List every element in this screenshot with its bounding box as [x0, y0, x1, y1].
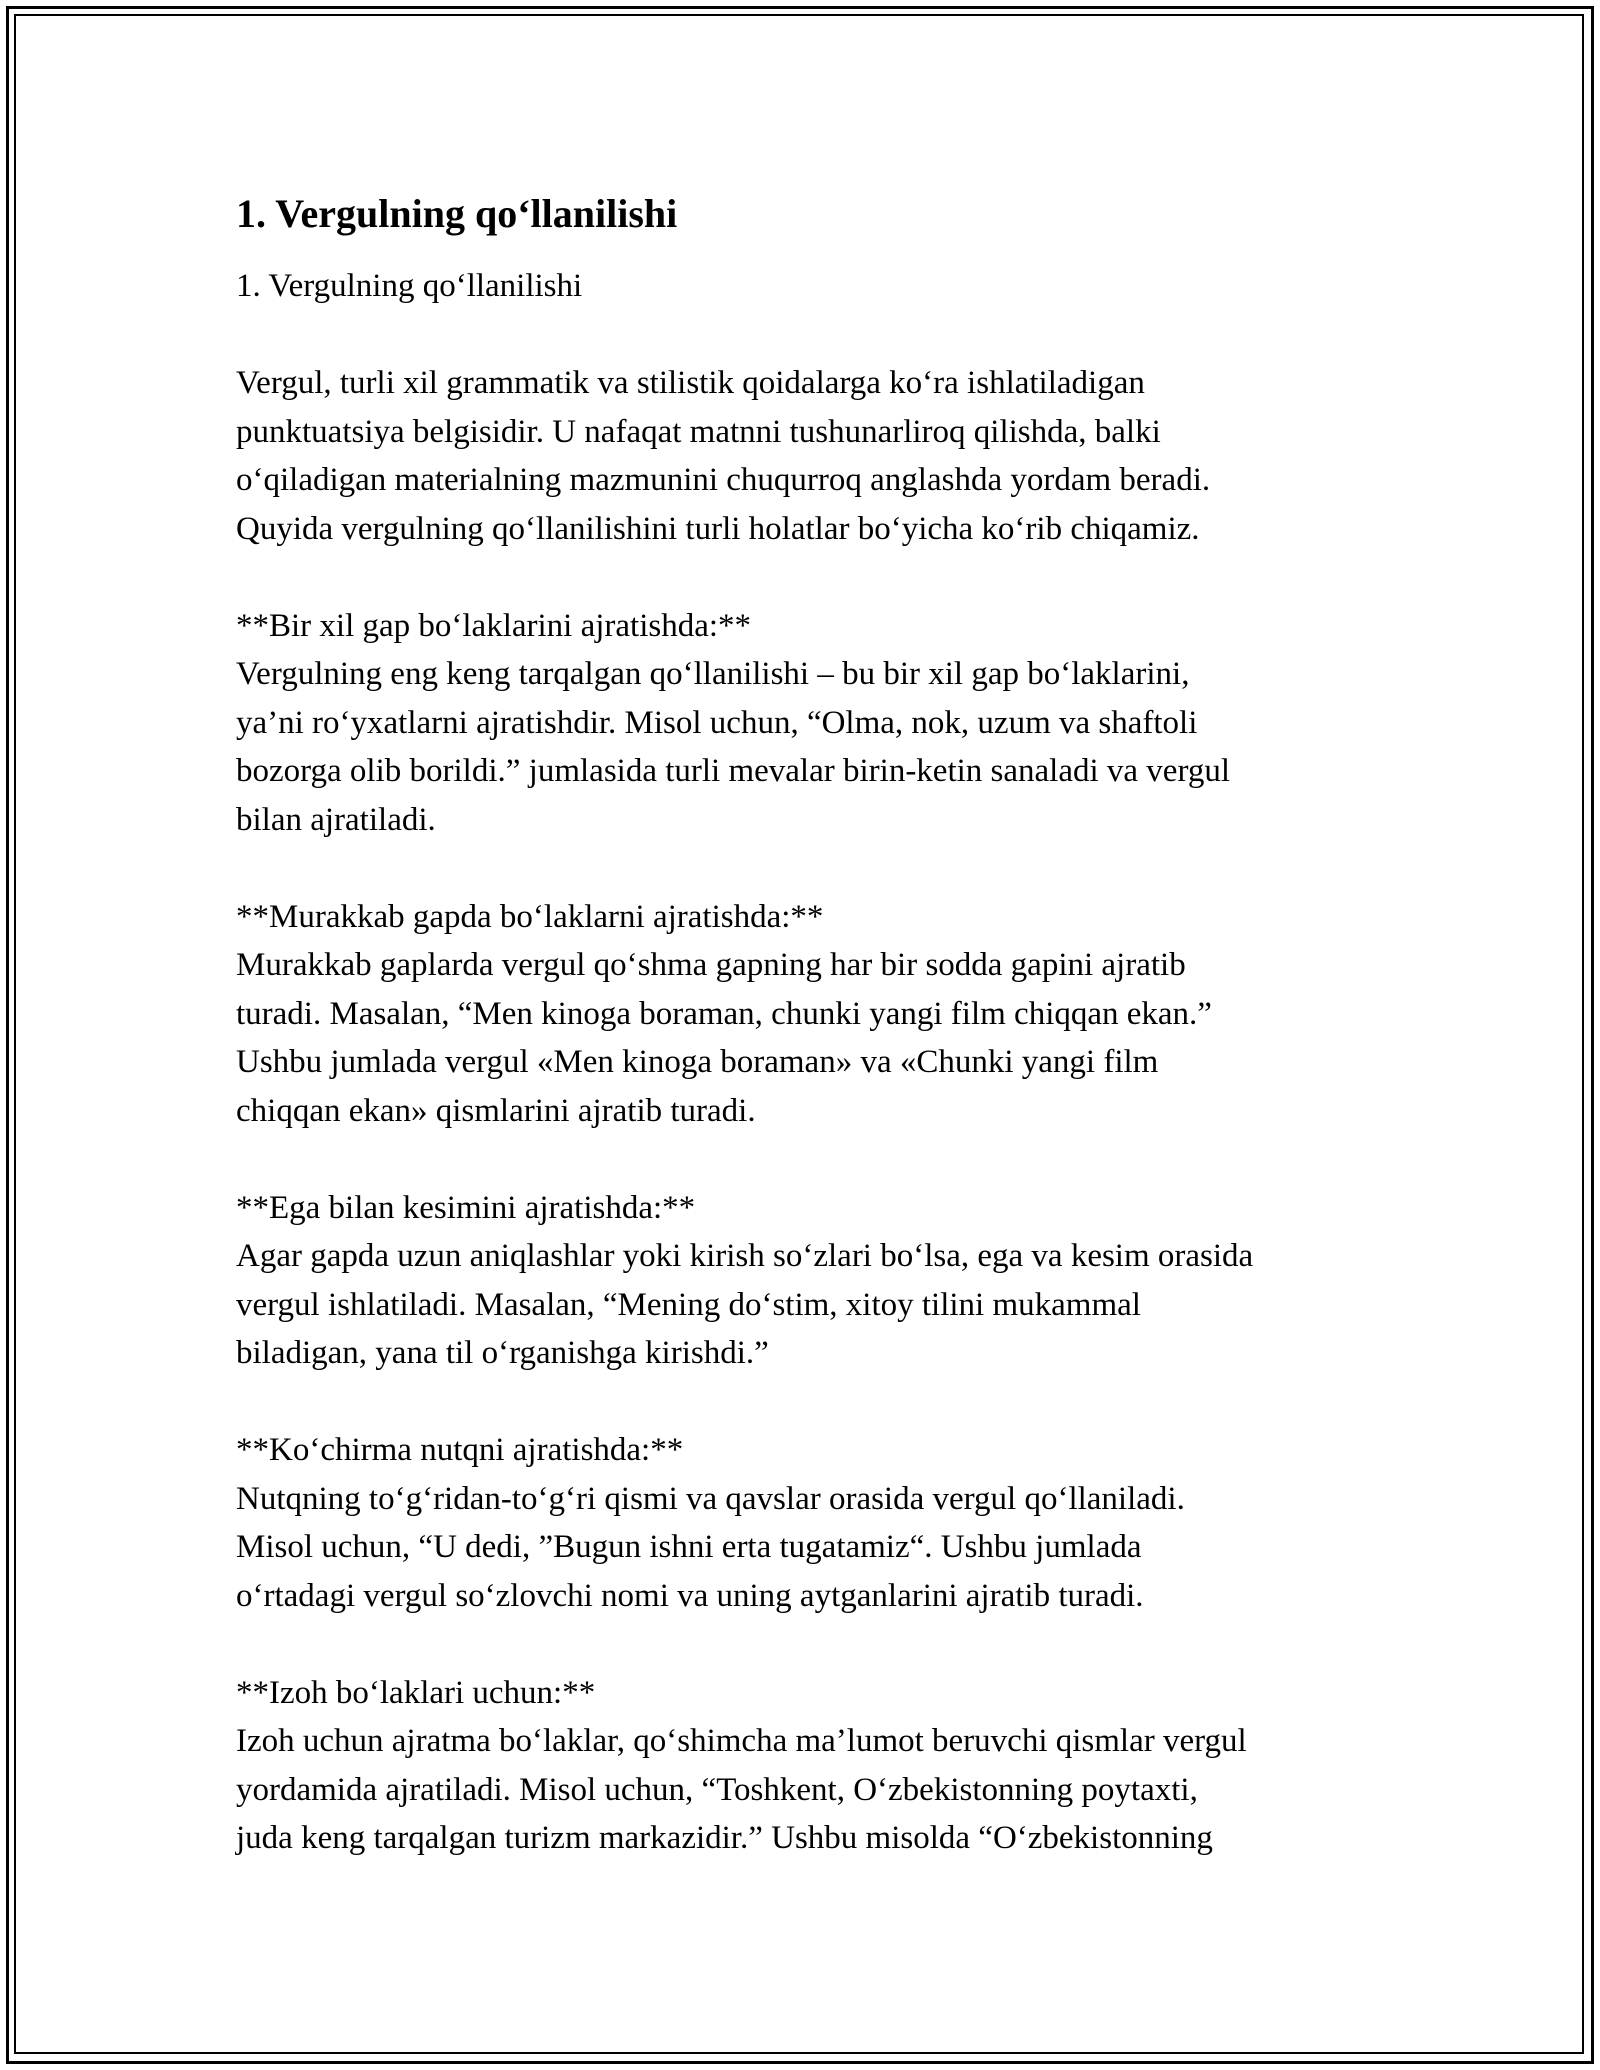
paragraph-line: Nutqning to‘g‘ridan-to‘g‘ri qismi va qavslar orasida vergul qo‘llaniladi.	[236, 1480, 1185, 1517]
section-title: **Izoh bo‘laklari uchun:**	[236, 1674, 596, 1711]
paragraph-spacer	[236, 1135, 1376, 1184]
section-list-items	[236, 602, 1376, 845]
paragraph-line: juda keng tarqalgan turizm markazidir.” Ushbu misolda “O‘zbekistonning	[236, 1820, 1213, 1856]
paragraph-line: o‘rtadagi vergul so‘zlovchi nomi va uning aytganlarini ajratib turadi.	[236, 1577, 1144, 1614]
paragraph-spacer	[236, 311, 1376, 360]
paragraph-spacer	[236, 1620, 1376, 1669]
paragraph-spacer	[236, 844, 1376, 893]
paragraph-line: Quyida vergulning qo‘llanilishini turli holatlar bo‘yicha ko‘rib chiqamiz.	[236, 510, 1200, 547]
paragraph-line: punktuatsiya belgisidir. U nafaqat matnni tushunarliroq qilishda, balki	[236, 413, 1161, 450]
paragraph-line: Vergul, turli xil grammatik va stilistik qoidalarga ko‘ra ishlatiladigan	[236, 365, 1145, 401]
paragraph-line: Murakkab gaplarda vergul qo‘shma gapning har bir sodda gapini ajratib	[236, 947, 1186, 983]
section-title: **Murakkab gapda bo‘laklarni ajratishda:**	[236, 898, 824, 935]
paragraph-line: Agar gapda uzun aniqlashlar yoki kirish so‘zlari bo‘lsa, ega va kesim orasida	[236, 1238, 1254, 1274]
section-title: **Bir xil gap bo‘laklarini ajratishda:**	[236, 607, 752, 644]
document-body	[236, 188, 1376, 1863]
paragraph-line: bozorga olib borildi.” jumlasida turli mevalar birin-ketin sanaladi va vergul	[236, 753, 1231, 789]
section-complex-sentence	[236, 893, 1376, 1136]
paragraph-line: Misol uchun, “U dedi, ”Bugun ishni erta tugatamiz“. Ushbu jumlada	[236, 1529, 1142, 1565]
paragraph-spacer	[236, 1378, 1376, 1427]
document-subheading: 1. Vergulning qo‘llanilishi	[236, 268, 583, 304]
paragraph-line: Vergulning eng keng tarqalgan qo‘llanilishi – bu bir xil gap bo‘laklarini,	[236, 656, 1190, 692]
paragraph-line: bilan ajratiladi.	[236, 801, 436, 838]
paragraph-line: turadi. Masalan, “Men kinoga boraman, chunki yangi film chiqqan ekan.”	[236, 995, 1212, 1032]
paragraph-line: yordamida ajratiladi. Misol uchun, “Toshkent, O‘zbekistonning poytaxti,	[236, 1771, 1198, 1808]
paragraph-line: ya’ni ro‘yxatlarni ajratishdir. Misol uchun, “Olma, nok, uzum va shaftoli	[236, 704, 1198, 741]
paragraph-line: o‘qiladigan materialning mazmunini chuqurroq anglashda yordam beradi.	[236, 462, 1211, 498]
paragraph-line: chiqqan ekan» qismlarini ajratib turadi.	[236, 1092, 756, 1129]
section-direct-speech	[236, 1426, 1376, 1620]
section-title: **Ko‘chirma nutqni ajratishda:**	[236, 1432, 684, 1468]
section-explanatory-parts	[236, 1669, 1376, 1863]
paragraph-line: biladigan, yana til o‘rganishga kirishdi.”	[236, 1335, 769, 1371]
paragraph-line: Ushbu jumlada vergul «Men kinoga boraman» va «Chunki yangi film	[236, 1044, 1159, 1080]
section-title: **Ega bilan kesimini ajratishda:**	[236, 1189, 696, 1226]
document-heading: 1. Vergulning qo‘llanilishi	[236, 191, 678, 236]
intro-paragraph	[236, 359, 1376, 553]
section-subject-predicate	[236, 1184, 1376, 1378]
paragraph-line: vergul ishlatiladi. Masalan, “Mening do‘stim, xitoy tilini mukammal	[236, 1286, 1141, 1323]
paragraph-line: Izoh uchun ajratma bo‘laklar, qo‘shimcha ma’lumot beruvchi qismlar vergul	[236, 1723, 1247, 1759]
paragraph-spacer	[236, 553, 1376, 602]
